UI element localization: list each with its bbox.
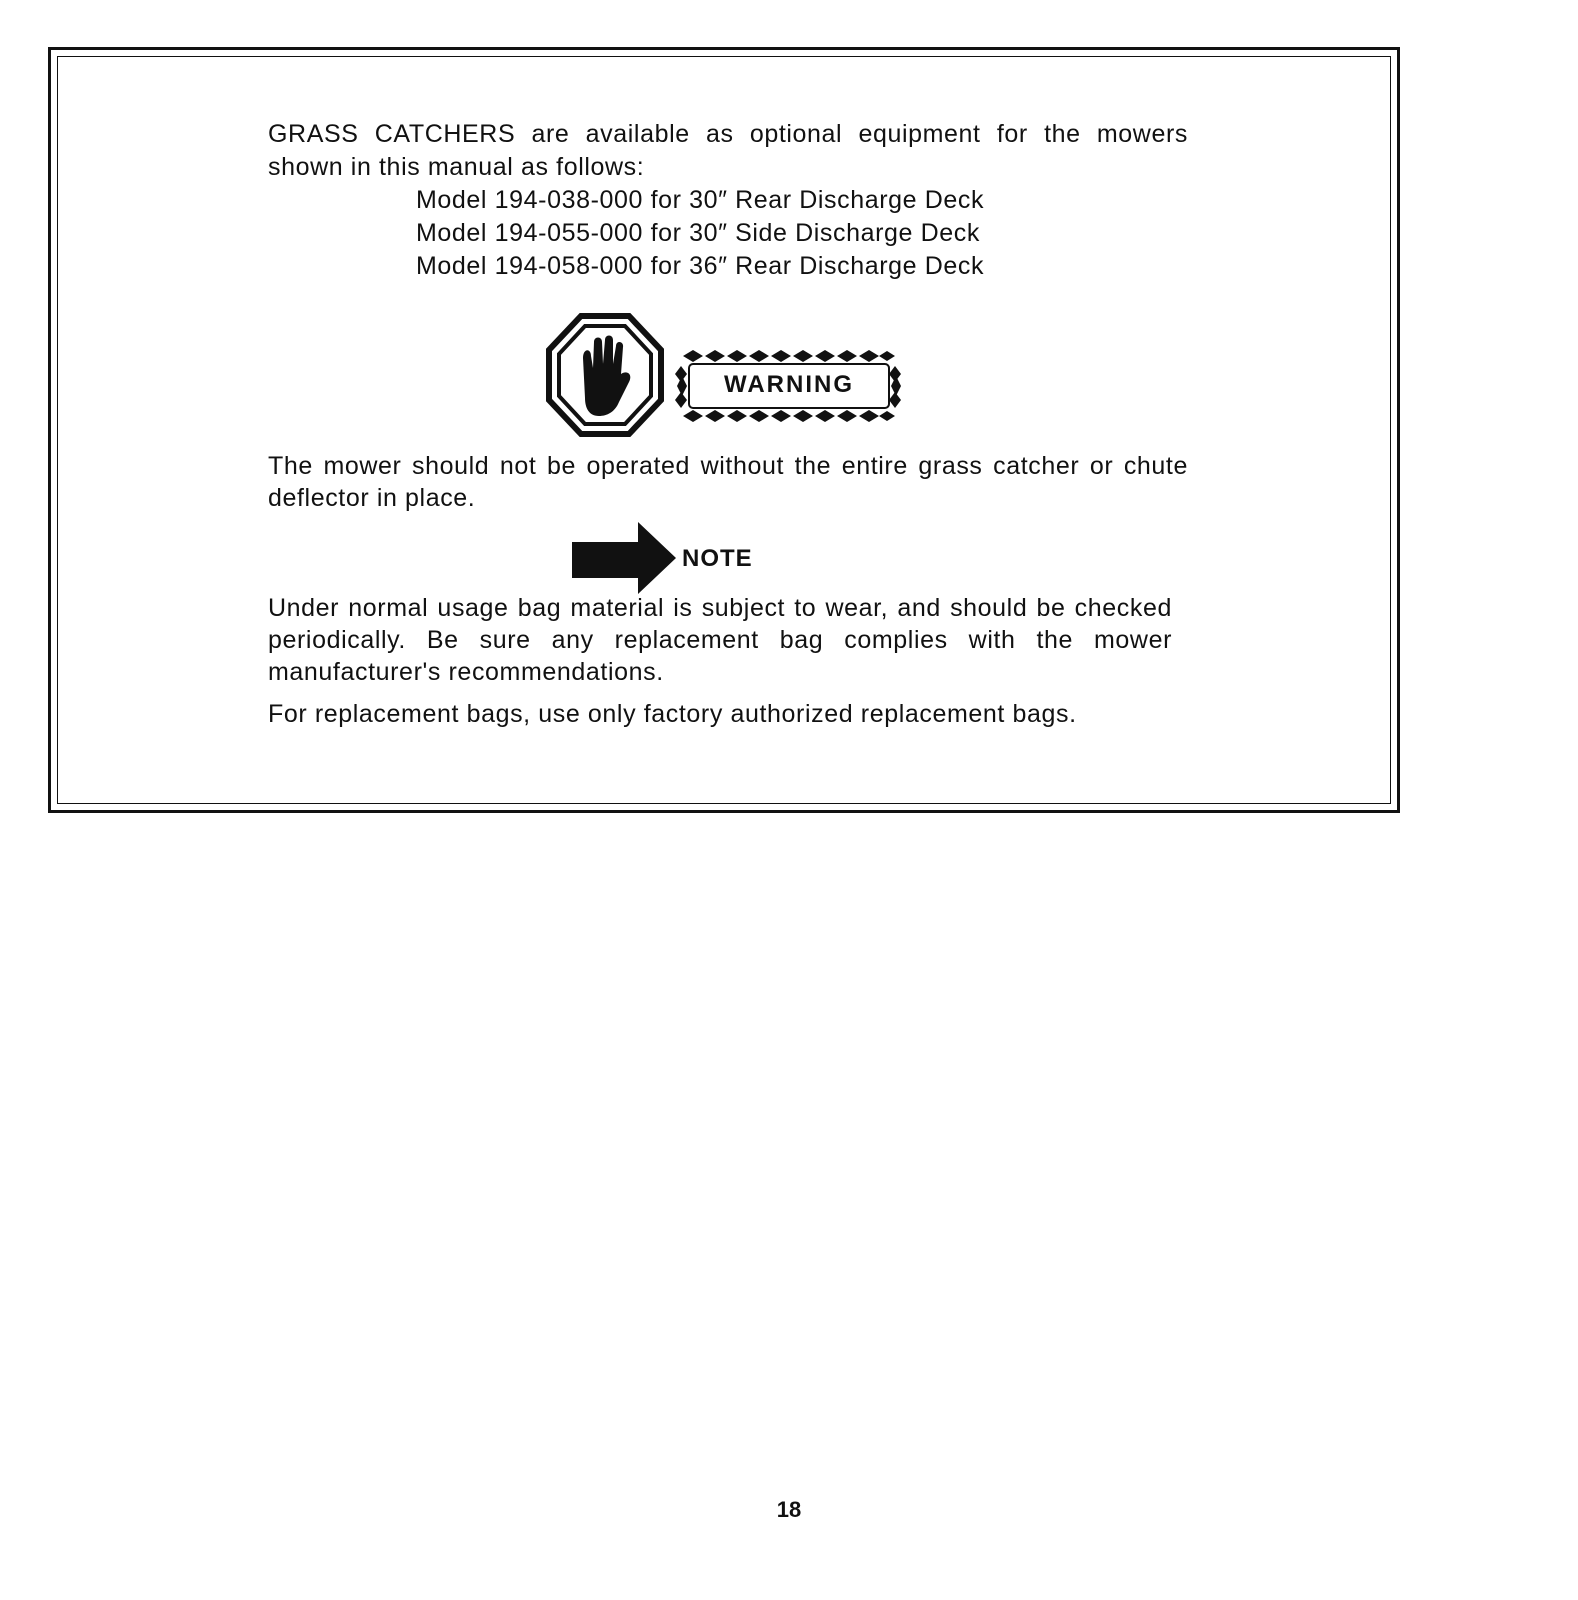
warning-symbol-group bbox=[545, 312, 915, 438]
stop-hand-icon bbox=[545, 312, 665, 438]
model-item: Model 194-058-000 for 36″ Rear Discharge Deck bbox=[416, 252, 985, 280]
replacement-text: For replacement bags, use only factory authorized replacement bags. bbox=[268, 700, 1077, 728]
model-item: Model 194-038-000 for 30″ Rear Discharge Deck bbox=[416, 186, 985, 214]
grass-catchers-section bbox=[268, 118, 1188, 283]
note-symbol-group bbox=[572, 522, 792, 594]
page-number: 18 bbox=[776, 1497, 802, 1522]
note-label: NOTE bbox=[682, 545, 753, 572]
intro-paragraph: GRASS CATCHERS are available as optional equipment for the mowers shown in this manual as follows: bbox=[268, 120, 1188, 181]
warning-label: WARNING bbox=[724, 371, 854, 398]
warning-text: The mower should not be operated without the entire grass catcher or chute deflector in place. bbox=[268, 452, 1188, 512]
note-text: Under normal usage bag material is subject to wear, and should be checked periodically. Be sure any replacement bag complies with the mower manufacturer's recommendations. bbox=[268, 594, 1172, 686]
model-item: Model 194-055-000 for 30″ Side Discharge Deck bbox=[416, 219, 980, 247]
arrow-right-icon bbox=[572, 522, 678, 594]
model-list bbox=[416, 184, 1188, 283]
